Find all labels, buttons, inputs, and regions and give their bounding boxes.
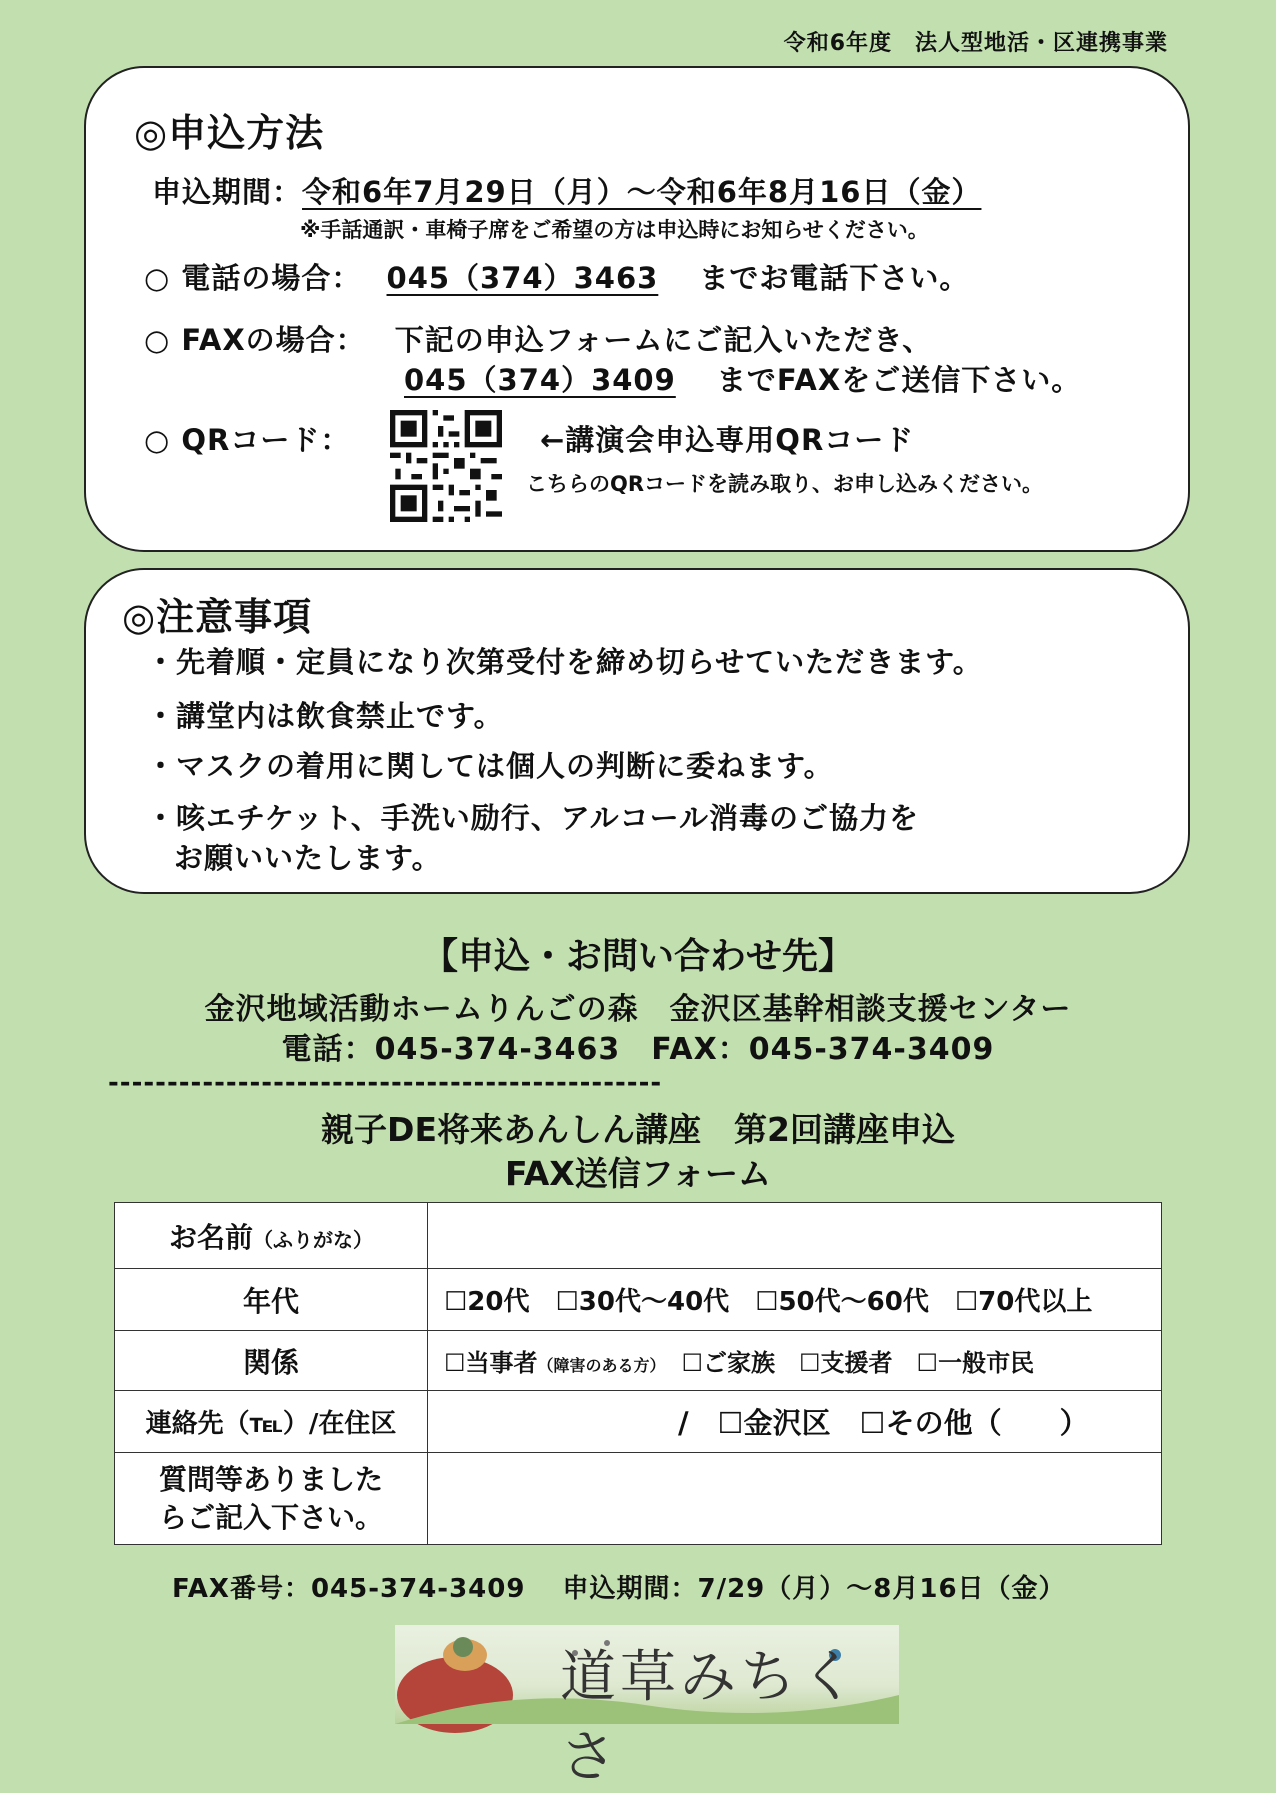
relation-options-cell[interactable] (428, 1331, 1162, 1391)
table-row (115, 1453, 1162, 1545)
table-row (115, 1331, 1162, 1391)
period-value: 令和6年7月29日（月）～令和6年8月16日（金） (302, 175, 982, 209)
table-row (115, 1203, 1162, 1269)
contact-heading: 【申込・お問い合わせ先】 (421, 936, 854, 977)
name-kana: （ふりがな） (253, 1227, 373, 1252)
logo-text: 道草みちくさ (560, 1645, 860, 1790)
note-item: ・咳エチケット、手洗い励行、アルコール消毒のご協力を (146, 801, 920, 835)
qr-note: こちらのQRコードを読み取り、お申し込みください。 (526, 472, 1044, 496)
relation-opt-self[interactable]: ☐当事者 (444, 1349, 538, 1377)
form-title: 親子DE将来あんしん講座 第2回講座申込 (321, 1110, 955, 1149)
age-label: 年代 (115, 1269, 428, 1331)
table-row (115, 1269, 1162, 1331)
phone-number[interactable]: 045（374）3463 (386, 261, 659, 295)
form-subtitle: FAX送信フォーム (504, 1154, 772, 1193)
note-item: ・講堂内は飲食禁止です。 (146, 699, 504, 733)
contact-tel-fax: 電話：045-374-3463 FAX：045-374-3409 (281, 1032, 995, 1067)
phone-label: ○ 電話の場合： (144, 261, 362, 295)
note-item: ・先着順・定員になり次第受付を締め切らせていただきます。 (146, 645, 983, 679)
question-label-1: 質問等ありました (158, 1462, 383, 1496)
contact-label: 連絡先（℡）/在住区 (115, 1391, 428, 1453)
michikusa-logo (395, 1625, 899, 1790)
qr-code-icon[interactable] (390, 410, 502, 522)
relation-label: 関係 (115, 1331, 428, 1391)
contact-field[interactable]: / ☐金沢区 ☐その他（ ） (428, 1391, 1162, 1453)
contact-org: 金沢地域活動ホームりんごの森 金沢区基幹相談支援センター (204, 992, 1072, 1027)
question-field[interactable] (428, 1453, 1162, 1545)
age-options[interactable]: ☐20代 ☐30代～40代 ☐50代～60代 ☐70代以上 (428, 1269, 1162, 1331)
fax-number[interactable]: 045（374）3409 (404, 363, 676, 397)
qr-arrow-text: ←講演会申込専用QRコード (540, 423, 915, 457)
name-label: お名前 (168, 1220, 253, 1254)
notes-title: ◎注意事項 (122, 595, 313, 639)
footer-info: FAX番号：045-374-3409 申込期間：7/29（月）～8月16日（金） (172, 1574, 1066, 1604)
header-note: 令和6年度 法人型地活・区連携事業 (783, 31, 1168, 56)
question-label-cell (115, 1453, 428, 1545)
relation-opt-rest[interactable]: ☐ご家族 ☐支援者 ☐一般市民 (657, 1349, 1035, 1377)
apply-method-box (84, 66, 1190, 552)
period-note: ※手話通訳・車椅子席をご希望の方は申込時にお知らせください。 (300, 218, 929, 242)
fax-tail: までFAXをご送信下さい。 (716, 363, 1082, 397)
name-field[interactable] (428, 1203, 1162, 1269)
name-label-cell (115, 1203, 428, 1269)
apply-title: ◎申込方法 (134, 111, 325, 155)
note-item: ・マスクの着用に関しては個人の判断に委ねます。 (146, 749, 834, 783)
table-row (115, 1391, 1162, 1453)
notes-box (84, 568, 1190, 894)
fax-form-table (114, 1202, 1162, 1545)
cut-line: ----------------------------------------------- (108, 1068, 663, 1098)
relation-opt-self-note: （障害のある方） (537, 1356, 658, 1375)
phone-tail: までお電話下さい。 (699, 261, 970, 295)
fax-label: ○ FAXの場合： (144, 323, 366, 357)
qr-label: ○ QRコード： (144, 423, 351, 457)
period-label: 申込期間： (152, 175, 303, 209)
question-label-2: らご記入下さい。 (158, 1500, 383, 1534)
fax-line1: 下記の申込フォームにご記入いただき、 (394, 323, 933, 357)
note-item: お願いいたします。 (174, 841, 442, 875)
